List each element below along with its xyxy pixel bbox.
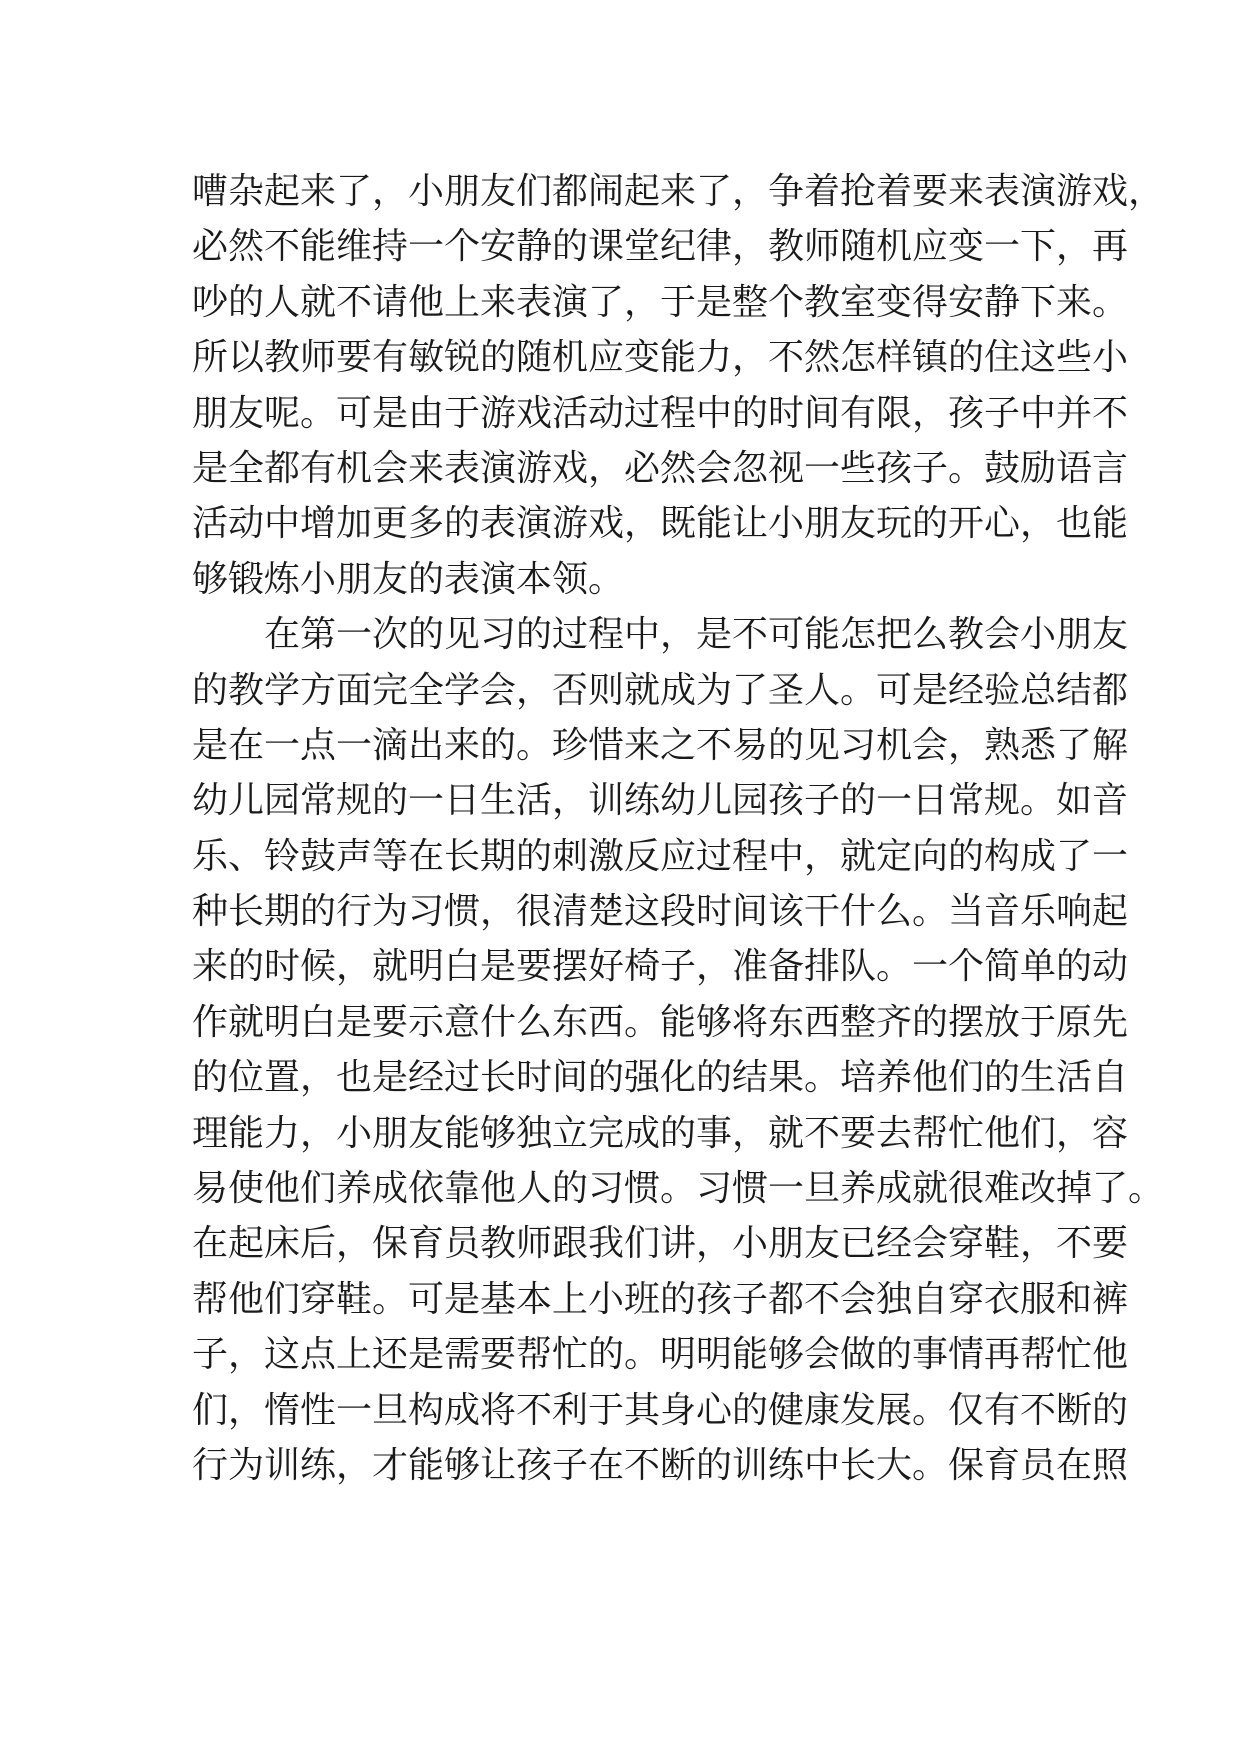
text-line: 必然不能维持一个安静的课堂纪律，教师随机应变一下，再 <box>192 226 1129 268</box>
text-line: 所以教师要有敏锐的随机应变能力，不然怎样镇的住这些小 <box>192 337 1129 379</box>
text-line: 理能力，小朋友能够独立完成的事，就不要去帮忙他们，容 <box>192 1112 1129 1154</box>
text-line: 嘈杂起来了，小朋友们都闹起来了，争着抢着要来表演游戏， <box>192 171 1165 212</box>
text-line: 在起床后，保育员教师跟我们讲，小朋友已经会穿鞋，不要 <box>192 1223 1129 1265</box>
text-line: 帮他们穿鞋。可是基本上小班的孩子都不会独自穿衣服和裤 <box>192 1278 1129 1320</box>
text-line-indent: 在第一次的见习的过程中，是不可能怎把么教会小朋友 <box>264 614 1129 656</box>
text-line: 易使他们养成依靠他人的习惯。习惯一旦养成就很难改掉了。 <box>192 1168 1165 1210</box>
text-line: 吵的人就不请他上来表演了，于是整个教室变得安静下来。 <box>192 281 1129 323</box>
text-line: 子，这点上还是需要帮忙的。明明能够会做的事情再帮忙他 <box>192 1334 1129 1376</box>
text-line: 乐、铃鼓声等在长期的刺激反应过程中，就定向的构成了一 <box>192 835 1129 877</box>
text-line-last: 够锻炼小朋友的表演本领。 <box>192 558 625 600</box>
text-line: 朋友呢。可是由于游戏活动过程中的时间有限，孩子中并不 <box>192 392 1129 434</box>
text-line: 是全都有机会来表演游戏，必然会忽视一些孩子。鼓励语言 <box>192 447 1129 489</box>
text-line: 的教学方面完全学会，否则就成为了圣人。可是经验总结都 <box>192 669 1129 711</box>
text-line: 是在一点一滴出来的。珍惜来之不易的见习机会，熟悉了解 <box>192 724 1129 766</box>
text-line: 活动中增加更多的表演游戏，既能让小朋友玩的开心，也能 <box>192 503 1129 545</box>
body-text <box>192 164 1165 1493</box>
text-line: 作就明白是要示意什么东西。能够将东西整齐的摆放于原先 <box>192 1001 1129 1043</box>
text-line: 的位置，也是经过长时间的强化的结果。培养他们的生活自 <box>192 1057 1129 1099</box>
text-line: 来的时候，就明白是要摆好椅子，准备排队。一个简单的动 <box>192 946 1129 988</box>
text-line: 种长期的行为习惯，很清楚这段时间该干什么。当音乐响起 <box>192 891 1129 933</box>
text-line: 们，惰性一旦构成将不利于其身心的健康发展。仅有不断的 <box>192 1389 1129 1431</box>
text-line: 行为训练，才能够让孩子在不断的训练中长大。保育员在照 <box>192 1444 1129 1486</box>
text-line: 幼儿园常规的一日生活，训练幼儿园孩子的一日常规。如音 <box>192 780 1129 822</box>
